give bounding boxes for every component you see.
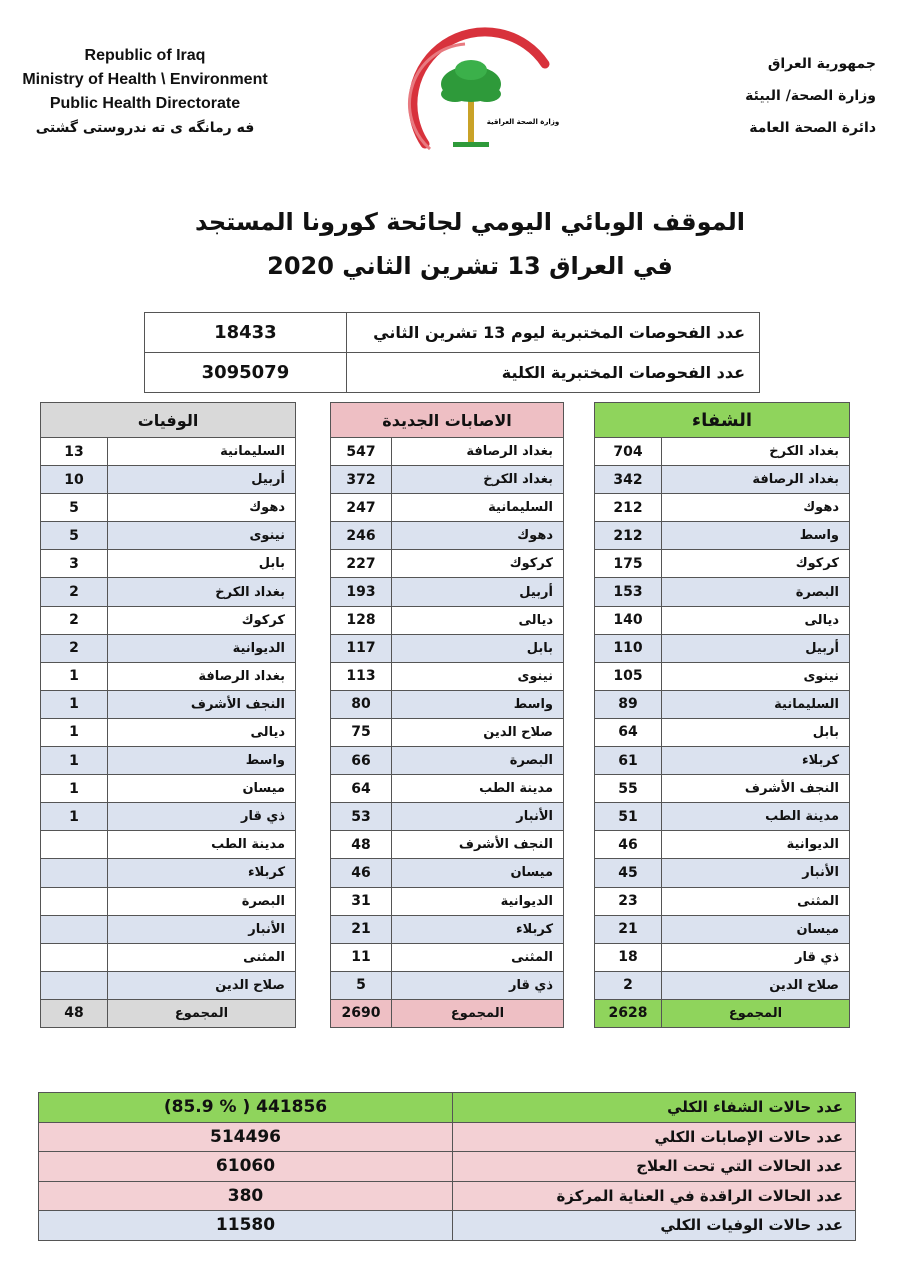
table-row — [595, 887, 850, 915]
table-row — [331, 718, 564, 746]
count-value: 547 — [331, 438, 392, 466]
table-row — [595, 466, 850, 494]
header-en-line: Public Health Directorate — [49, 95, 241, 112]
governorate-name: كركوك — [392, 550, 564, 578]
count-value: 128 — [331, 606, 392, 634]
count-value: 48 — [331, 831, 392, 859]
table-row — [595, 662, 850, 690]
governorate-name: مدينة الطب — [392, 775, 564, 803]
governorate-name: ديالى — [662, 606, 850, 634]
count-value: 153 — [595, 578, 662, 606]
governorate-name: أربيل — [662, 634, 850, 662]
governorate-name: بابل — [392, 634, 564, 662]
count-value: 18 — [595, 943, 662, 971]
table-row — [41, 466, 296, 494]
total-label: المجموع — [108, 999, 296, 1027]
governorate-name: بابل — [108, 550, 296, 578]
count-value: 21 — [595, 915, 662, 943]
count-value: 5 — [41, 522, 108, 550]
table-row — [41, 606, 296, 634]
count-value: 193 — [331, 578, 392, 606]
count-value: 89 — [595, 690, 662, 718]
table-row — [595, 747, 850, 775]
governorate-name: صلاح الدين — [108, 971, 296, 999]
governorate-name: الأنبار — [108, 915, 296, 943]
governorate-name: الأنبار — [662, 859, 850, 887]
count-value: 2 — [41, 634, 108, 662]
governorate-name: بغداد الرصافة — [392, 438, 564, 466]
table-row — [41, 550, 296, 578]
governorate-name: بغداد الكرخ — [662, 438, 850, 466]
count-value: 64 — [331, 775, 392, 803]
count-value: 45 — [595, 859, 662, 887]
table-row — [41, 859, 296, 887]
governorate-name: بغداد الكرخ — [392, 466, 564, 494]
summary-value: 61060 — [39, 1152, 453, 1182]
governorate-name: ميسان — [108, 775, 296, 803]
count-value: 227 — [331, 550, 392, 578]
deaths-header: الوفيات — [41, 403, 296, 438]
deaths-rows — [41, 438, 296, 1000]
governorate-name: نينوى — [392, 662, 564, 690]
count-value: 1 — [41, 690, 108, 718]
total-value: 2690 — [331, 999, 392, 1027]
count-value: 5 — [331, 971, 392, 999]
count-value: 1 — [41, 775, 108, 803]
table-row — [331, 494, 564, 522]
table-row — [331, 466, 564, 494]
header-en-line: Ministry of Health \ Environment — [22, 71, 268, 88]
count-value: 23 — [595, 887, 662, 915]
summary-label: عدد الحالات الراقدة في العناية المركزة — [453, 1181, 856, 1211]
table-row — [331, 550, 564, 578]
count-value: 55 — [595, 775, 662, 803]
report-title — [150, 200, 790, 288]
governorate-name: دهوك — [662, 494, 850, 522]
governorate-name: كربلاء — [108, 859, 296, 887]
total-label: المجموع — [662, 999, 850, 1027]
table-header-row — [595, 403, 850, 438]
table-row — [39, 1152, 856, 1182]
count-value: 13 — [41, 438, 108, 466]
count-value: 1 — [41, 803, 108, 831]
governorate-name: النجف الأشرف — [108, 690, 296, 718]
summary-value: (85.9 % ) 441856 — [39, 1093, 453, 1123]
header-ar-line: دائرة الصحة العامة — [749, 120, 876, 136]
table-row — [595, 718, 850, 746]
table-row — [41, 690, 296, 718]
count-value: 31 — [331, 887, 392, 915]
ministry-logo — [395, 24, 565, 174]
governorate-name: كربلاء — [662, 747, 850, 775]
palm-tree-icon — [395, 24, 565, 174]
table-row — [331, 634, 564, 662]
recoveries-header: الشفاء — [595, 403, 850, 438]
table-row — [331, 803, 564, 831]
table-row — [595, 971, 850, 999]
count-value: 46 — [331, 859, 392, 887]
governorate-name: السليمانية — [392, 494, 564, 522]
total-row — [41, 999, 296, 1027]
governorate-name: المثنى — [392, 943, 564, 971]
title-line-2: في العراق 13 تشرين الثاني 2020 — [267, 252, 673, 280]
table-row — [595, 915, 850, 943]
new-cases-table — [330, 402, 564, 1028]
governorate-name: صلاح الدين — [662, 971, 850, 999]
count-value: 105 — [595, 662, 662, 690]
table-row — [595, 859, 850, 887]
governorate-name: البصرة — [662, 578, 850, 606]
summary-label: عدد الحالات التي تحت العلاج — [453, 1152, 856, 1182]
recoveries-table — [594, 402, 850, 1028]
table-row — [41, 887, 296, 915]
count-value: 53 — [331, 803, 392, 831]
governorate-name: النجف الأشرف — [662, 775, 850, 803]
governorate-name: مدينة الطب — [662, 803, 850, 831]
summary-label: عدد حالات الوفيات الكلي — [453, 1211, 856, 1241]
governorate-name: نينوى — [662, 662, 850, 690]
new-cases-rows — [331, 438, 564, 1000]
table-row — [41, 747, 296, 775]
lab-tests-table — [144, 312, 760, 393]
header-english — [0, 44, 290, 140]
table-row — [39, 1181, 856, 1211]
governorate-name: واسط — [662, 522, 850, 550]
table-row — [595, 494, 850, 522]
count-value: 247 — [331, 494, 392, 522]
governorate-name: كربلاء — [392, 915, 564, 943]
count-value: 2 — [41, 578, 108, 606]
count-value: 372 — [331, 466, 392, 494]
tests-value: 3095079 — [145, 353, 347, 393]
governorate-name: النجف الأشرف — [392, 831, 564, 859]
count-value: 246 — [331, 522, 392, 550]
count-value: 1 — [41, 718, 108, 746]
summary-table — [38, 1092, 856, 1241]
table-row — [331, 831, 564, 859]
count-value: 2 — [41, 606, 108, 634]
new-cases-header: الاصابات الجديدة — [331, 403, 564, 438]
governorate-name: بغداد الكرخ — [108, 578, 296, 606]
summary-value: 380 — [39, 1181, 453, 1211]
governorate-name: ميسان — [662, 915, 850, 943]
governorate-name: كركوك — [662, 550, 850, 578]
table-row — [595, 522, 850, 550]
governorate-name: بغداد الرصافة — [108, 662, 296, 690]
count-value — [41, 859, 108, 887]
table-row — [39, 1093, 856, 1123]
count-value: 51 — [595, 803, 662, 831]
table-row — [41, 634, 296, 662]
governorate-name: بغداد الرصافة — [662, 466, 850, 494]
count-value: 110 — [595, 634, 662, 662]
governorate-name: دهوك — [108, 494, 296, 522]
total-row — [331, 999, 564, 1027]
table-row — [331, 887, 564, 915]
governorate-name: المثنى — [108, 943, 296, 971]
count-value: 75 — [331, 718, 392, 746]
table-row — [331, 690, 564, 718]
governorate-name: ذي قار — [662, 943, 850, 971]
table-row — [595, 831, 850, 859]
count-value: 61 — [595, 747, 662, 775]
table-row — [331, 971, 564, 999]
tests-label: عدد الفحوصات المختبرية ليوم 13 تشرين الثاني — [346, 313, 759, 353]
count-value: 11 — [331, 943, 392, 971]
header-ar-line: وزارة الصحة/ البيئة — [745, 88, 876, 104]
count-value — [41, 915, 108, 943]
table-row — [331, 578, 564, 606]
governorate-name: دهوك — [392, 522, 564, 550]
table-row — [331, 775, 564, 803]
governorate-name: كركوك — [108, 606, 296, 634]
governorate-name: نينوى — [108, 522, 296, 550]
table-row — [595, 578, 850, 606]
governorate-name: واسط — [392, 690, 564, 718]
count-value: 140 — [595, 606, 662, 634]
count-value: 3 — [41, 550, 108, 578]
title-line-1: الموقف الوبائي اليومي لجائحة كورونا المستجد — [195, 208, 745, 236]
count-value: 704 — [595, 438, 662, 466]
table-row — [331, 859, 564, 887]
logo-text: وزارة الصحة العراقية — [486, 118, 560, 126]
governorate-name: الديوانية — [662, 831, 850, 859]
governorate-name: السليمانية — [662, 690, 850, 718]
count-value: 342 — [595, 466, 662, 494]
table-row — [41, 494, 296, 522]
count-value: 5 — [41, 494, 108, 522]
count-value: 113 — [331, 662, 392, 690]
count-value: 117 — [331, 634, 392, 662]
table-header-row — [41, 403, 296, 438]
table-row — [145, 313, 760, 353]
header-en-line: Republic of Iraq — [84, 47, 206, 64]
count-value: 21 — [331, 915, 392, 943]
table-row — [331, 943, 564, 971]
table-row — [595, 775, 850, 803]
table-row — [41, 662, 296, 690]
governorate-name: ميسان — [392, 859, 564, 887]
table-row — [595, 606, 850, 634]
governorate-name: الديوانية — [392, 887, 564, 915]
table-row — [331, 747, 564, 775]
table-row — [331, 606, 564, 634]
tests-value: 18433 — [145, 313, 347, 353]
table-row — [595, 690, 850, 718]
governorate-name: بابل — [662, 718, 850, 746]
count-value: 66 — [331, 747, 392, 775]
table-row — [41, 943, 296, 971]
governorate-name: أربيل — [108, 466, 296, 494]
summary-value: 514496 — [39, 1122, 453, 1152]
governorate-name: مدينة الطب — [108, 831, 296, 859]
table-row — [41, 971, 296, 999]
governorate-name: البصرة — [392, 747, 564, 775]
table-row — [331, 915, 564, 943]
table-row — [41, 718, 296, 746]
table-row — [39, 1122, 856, 1152]
governorate-name: الأنبار — [392, 803, 564, 831]
count-value: 212 — [595, 522, 662, 550]
table-row — [595, 943, 850, 971]
table-row — [595, 550, 850, 578]
total-label: المجموع — [392, 999, 564, 1027]
governorate-name: ديالى — [392, 606, 564, 634]
table-row — [41, 578, 296, 606]
count-value — [41, 831, 108, 859]
governorate-name: السليمانية — [108, 438, 296, 466]
count-value: 175 — [595, 550, 662, 578]
count-value: 212 — [595, 494, 662, 522]
table-row — [595, 438, 850, 466]
governorate-name: واسط — [108, 747, 296, 775]
count-value — [41, 887, 108, 915]
table-row — [595, 634, 850, 662]
governorate-name: ذي قار — [108, 803, 296, 831]
table-row — [331, 438, 564, 466]
count-value: 1 — [41, 747, 108, 775]
count-value: 46 — [595, 831, 662, 859]
table-row — [41, 915, 296, 943]
governorate-name: صلاح الدين — [392, 718, 564, 746]
count-value: 80 — [331, 690, 392, 718]
header-en-line: فه رمانگه ی ته ندروستی گشتی — [35, 120, 255, 136]
recoveries-rows — [595, 438, 850, 1000]
governorate-name: المثنى — [662, 887, 850, 915]
table-row — [145, 353, 760, 393]
total-value: 48 — [41, 999, 108, 1027]
table-row — [41, 775, 296, 803]
table-row — [41, 438, 296, 466]
table-row — [39, 1211, 856, 1241]
count-value — [41, 943, 108, 971]
summary-value: 11580 — [39, 1211, 453, 1241]
table-header-row — [331, 403, 564, 438]
count-value — [41, 971, 108, 999]
summary-label: عدد حالات الشفاء الكلي — [453, 1093, 856, 1123]
summary-label: عدد حالات الإصابات الكلي — [453, 1122, 856, 1152]
table-row — [331, 522, 564, 550]
count-value: 64 — [595, 718, 662, 746]
governorate-name: ذي قار — [392, 971, 564, 999]
governorate-name: الديوانية — [108, 634, 296, 662]
count-value: 1 — [41, 662, 108, 690]
header-ar-line: جمهورية العراق — [767, 56, 876, 72]
total-row — [595, 999, 850, 1027]
table-row — [595, 803, 850, 831]
table-row — [41, 522, 296, 550]
governorate-name: ديالى — [108, 718, 296, 746]
count-value: 2 — [595, 971, 662, 999]
total-value: 2628 — [595, 999, 662, 1027]
table-row — [331, 662, 564, 690]
header-arabic — [676, 48, 876, 144]
count-value: 10 — [41, 466, 108, 494]
tests-label: عدد الفحوصات المختبرية الكلية — [346, 353, 759, 393]
governorate-name: البصرة — [108, 887, 296, 915]
table-row — [41, 831, 296, 859]
governorate-name: أربيل — [392, 578, 564, 606]
deaths-table — [40, 402, 296, 1028]
table-row — [41, 803, 296, 831]
